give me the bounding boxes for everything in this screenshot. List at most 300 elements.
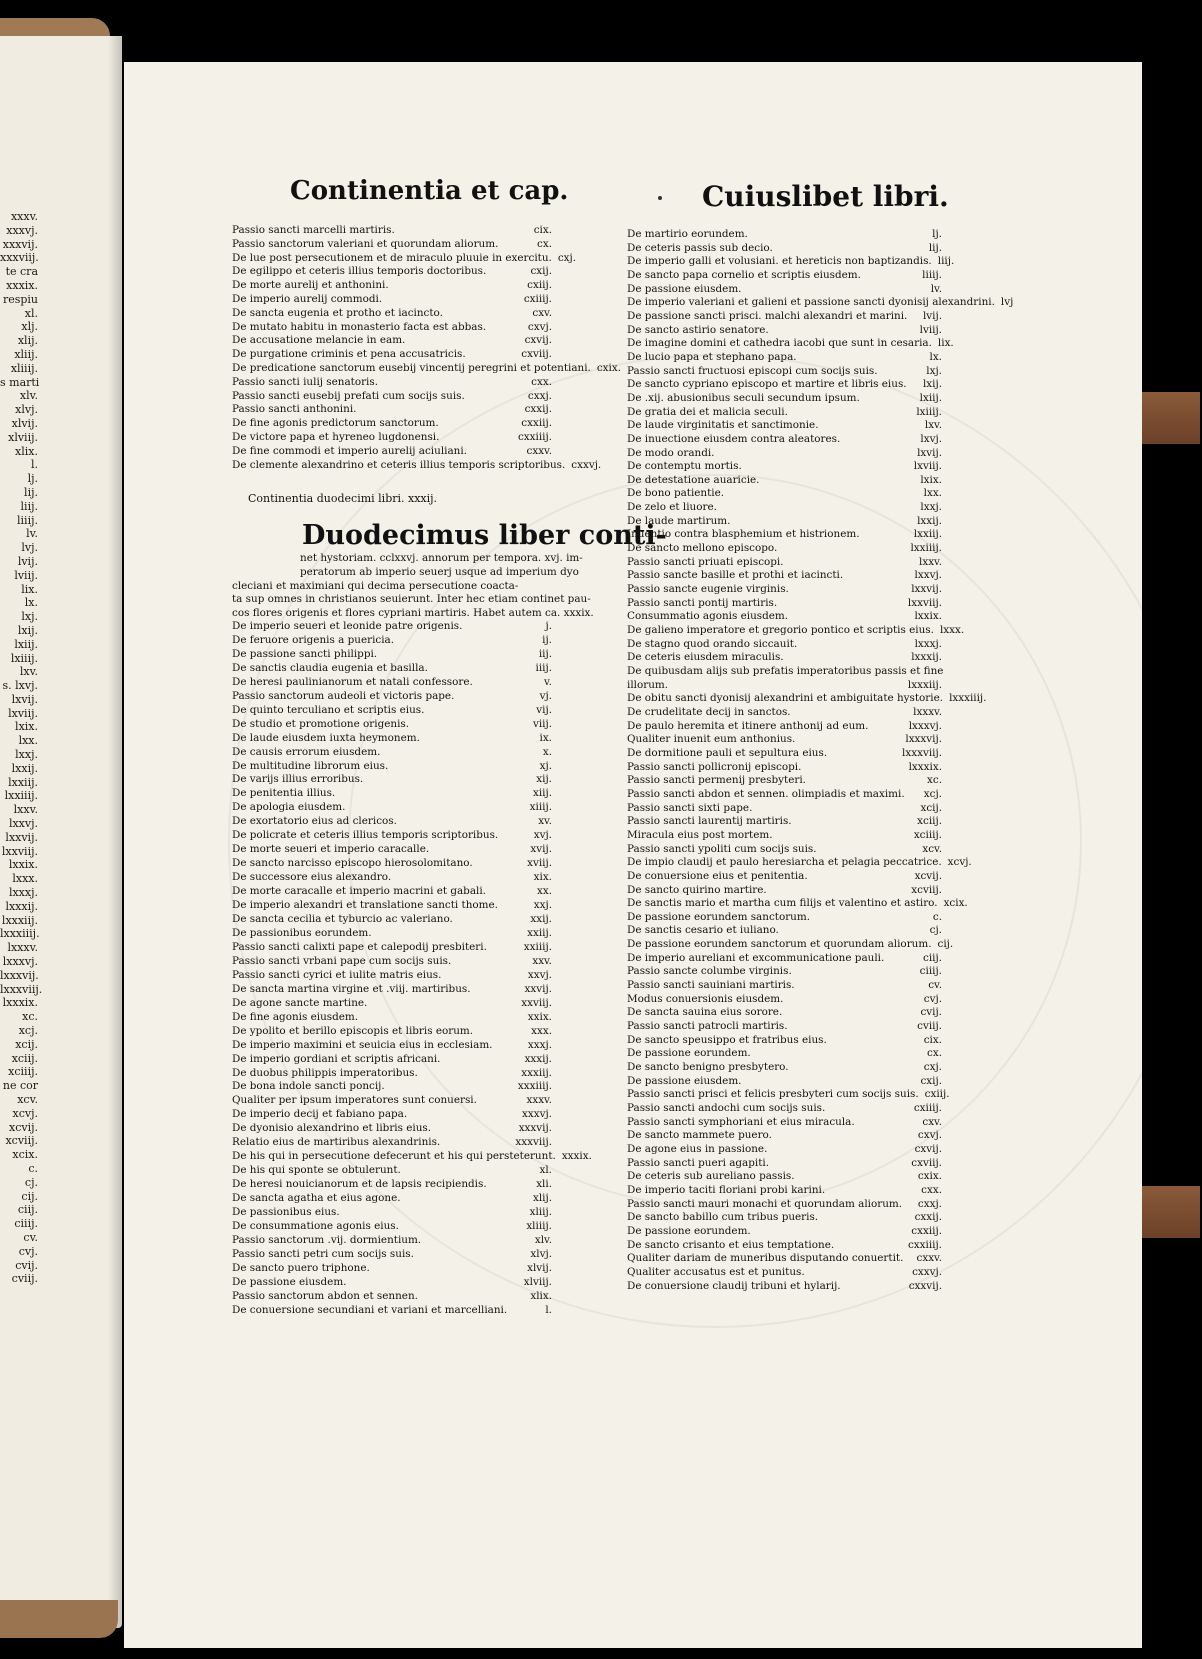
toc-entry-number: lxv. [924,419,942,432]
toc-entry [627,1047,942,1061]
toc-entry-number: cx. [537,237,552,250]
toc-entry-title: De consummatione agonis eius. [232,1219,399,1232]
left-numeral: cv. [23,1230,38,1244]
left-numeral: lxxiij. [8,775,38,789]
toc-entry-number: xcix. [943,897,968,910]
toc-entry-title: De sanctis cesario et iuliano. [627,924,779,937]
left-numeral: lxj. [21,610,38,624]
toc-entry-title: De conuersione claudij tribuni et hylarij. [627,1279,841,1292]
toc-entry-number: lxxxj. [914,637,942,650]
left-numeral: lxvij. [11,692,38,706]
toc-entry [627,528,942,542]
toc-entry-title: Passio sancti andochi cum socijs suis. [627,1102,826,1114]
left-numeral: lxxx. [12,872,38,886]
left-numeral: lxxviij. [1,844,38,858]
toc-entry [627,242,942,256]
toc-entry [627,624,965,638]
toc-entry-title: De impio claudij et paulo heresiarcha et pelagia peccatrice. [627,856,942,869]
left-numeral: lij. [24,485,38,499]
toc-entry-number: cxxiij. [521,417,552,430]
toc-entry-number: xxvij. [524,982,552,995]
toc-entry [627,884,942,898]
toc-entry-title: De sancto benigno presbytero. [627,1061,789,1074]
toc-entry-title: De conuersione eius et penitentia. [627,869,808,882]
toc-entry-number: xxx. [531,1024,552,1037]
toc-entry [232,941,552,955]
toc-entry-title: De sanctis claudia eugenia et basilla. [232,661,428,674]
toc-entry-number: lxvj. [920,432,942,445]
toc-entry-number: lxxxv. [913,705,942,718]
left-numeral: xlvj. [15,403,38,417]
toc-entry-number: xxxix. [561,1150,592,1163]
toc-entry-title: Passio sancti pueri agapiti. [627,1156,770,1169]
toc-entry [627,228,942,242]
toc-entry-title: De sancto quirino martire. [627,883,767,896]
toc-entry-title: Passio sancti sixti pape. [627,801,753,814]
toc-entry-title: De sancto narcisso episcopo hierosolomitano. [232,857,473,870]
toc-entry-title: De passione eorundem. [627,1224,751,1237]
toc-entry [232,321,552,335]
left-numeral: lix. [21,582,38,596]
toc-entry-number: cxviij. [911,1156,942,1169]
heading-cuiuslibet: Cuiuslibet libri. [702,180,949,213]
toc-entry-number: xcviij. [911,883,942,896]
toc-entry-number: xxiij. [527,926,552,939]
toc-entry-number: cxviij. [521,348,552,361]
left-page [0,36,122,1628]
toc-entry [627,583,942,597]
toc-entry [232,913,552,927]
toc-entry-number: cxv. [532,306,552,319]
toc-entry-title: De imperio seueri et leonide patre origenis. [232,620,463,632]
toc-entry [627,269,942,283]
toc-entry [627,487,942,501]
toc-entry-number: xlix. [530,1289,552,1302]
toc-entry-number: cxvj. [917,1129,942,1142]
toc-entry [232,718,552,732]
toc-entry-title: De studio et promotione origenis. [232,717,410,730]
toc-entry-title: De fine agonis predictorum sanctorum. [232,417,439,430]
book-intro [232,552,594,621]
toc-entry-title: Passio sancti symphoriani et eius miracula. [627,1115,855,1128]
toc-entry-number: cxiij. [527,279,552,292]
toc-entry-number: xj. [539,759,552,772]
toc-entry [627,365,942,379]
toc-entry-number: lxxxiij. [907,678,942,691]
toc-entry [627,979,942,993]
toc-entry-title: De morte aurelij et anthonini. [232,279,389,292]
toc-entry-title: Passio sancti calixti pape et calepodij presbiteri. [232,940,487,953]
toc-entry-title: De imperio aureliani et excommunicatione pauli. [627,951,885,964]
toc-entry-title: De exortatorio eius ad clericos. [232,815,397,828]
toc-entry-title: De morte caracalle et imperio macrini et gabali. [232,885,486,898]
toc-entry-title: De ceteris passis sub decio. [627,241,773,254]
toc-entry [232,983,552,997]
left-numeral: xxxvj. [6,223,38,237]
toc-entry-number: lxxij. [917,514,942,527]
toc-entry-number: xliij. [529,1206,552,1219]
toc-entry-number: lxxxiiij. [949,692,987,705]
toc-entry-number: l. [545,1303,552,1316]
left-numeral: lxxiiij. [4,789,38,803]
toc-entry-number: cxx. [921,1183,942,1196]
left-numeral: lxxij. [11,761,38,775]
left-numeral: respiu [2,292,38,306]
toc-entry-title: Passio sancti eusebij prefati cum socijs suis. [232,389,465,402]
intro-line: cos flores origenis et flores cypriani martiris. Habet autem ca. xxxix. [232,607,594,620]
toc-entry-title: De sancta sauina eius sorore. [627,1006,783,1019]
toc-entry-number: cxij. [530,265,552,278]
toc-entry [232,293,552,307]
left-numeral: lviij. [14,568,38,582]
toc-entry [627,597,942,611]
toc-entry [232,648,552,662]
left-numeral: s. lxvj. [2,679,38,693]
left-numeral: xliij. [14,347,38,361]
toc-entry-number: cxxiij. [911,1224,942,1237]
toc-entry-number: lxxj. [920,501,942,514]
toc-entry-number: xl. [539,1164,552,1177]
toc-entry-number: xix. [533,871,552,884]
toc-entry-title: De modo orandi. [627,446,715,459]
toc-entry-number: lxiij. [919,391,942,404]
toc-entry-number: lviij. [919,323,942,336]
toc-entry-number: lxxv. [919,555,942,568]
toc-entry-number: lxix. [920,473,942,486]
toc-entry-title: Passio sancti cyrici et iulite matris eius. [232,968,442,981]
toc-entry-number: cij. [937,938,954,951]
toc-entry [627,1266,942,1280]
left-numeral: cviij. [11,1272,38,1286]
left-numeral: lx. [24,596,38,610]
toc-entry-title: Miracula eius post mortem. [627,828,773,841]
left-numeral: xciij. [11,1051,38,1065]
toc-entry [232,1025,552,1039]
continentia-label: Continentia duodecimi libri. xxxij. [248,492,438,505]
left-numeral: xliiij. [10,361,38,375]
toc-entry-title: De laude eiusdem iuxta heymonem. [232,731,420,744]
toc-entry-number: cxiij. [924,1088,950,1101]
toc-entry [627,1020,942,1034]
toc-entry-title: De imperio aurelij commodi. [232,292,383,305]
left-numeral: xxxvij. [2,237,38,251]
toc-entry-number: lxxx. [939,624,965,637]
toc-entry-title: De stagno quod orando siccauit. [627,637,798,650]
toc-entry [232,417,552,431]
toc-entry [627,542,942,556]
toc-entry-title: De agone sancte martine. [232,996,368,1009]
toc-entry-number: vij. [536,703,552,716]
page-gutter [108,36,122,1628]
toc-entry [627,651,942,665]
toc-entry-number: lxxxvij. [905,733,942,746]
left-numeral: s marti [0,375,40,389]
toc-entry-title: De passione eiusdem. [627,1074,742,1087]
toc-entry-title: De zelo et liuore. [627,501,717,514]
toc-entry-number: cxxij. [914,1211,942,1224]
toc-entry-number: xxv. [532,954,552,967]
toc-entry [232,334,552,348]
toc-entry [232,773,552,787]
toc-entry [232,458,602,473]
toc-entry-title: De heresi nouicianorum et de lapsis recipiendis. [232,1178,487,1191]
toc-entry [232,1192,552,1206]
toc-entry [627,788,942,802]
toc-entry-title: De obitu sancti dyonisij alexandrini et ambiguitate hystorie. [627,692,944,705]
intro-line: net hystoriam. cclxxvj. annorum per tempora. xvj. im- [300,552,583,564]
toc-entry-number: lxxxix. [908,760,942,773]
toc-entry [627,392,942,406]
toc-entry [232,857,552,871]
toc-entry-title: De egilippo et ceteris illius temporis doctoribus. [232,265,487,278]
toc-entry-number: cxvij. [914,1142,942,1155]
toc-entry [232,307,552,321]
toc-entry-title: De imperio valeriani et galieni et passione sancti dyonisij alexandrini. [627,296,995,309]
toc-entry-number: lvij. [922,309,942,322]
left-numeral: xciiij. [8,1065,38,1079]
toc-entry-number: xij. [536,773,552,786]
toc-entry-number: lxxix. [914,610,942,623]
toc-entry-title: De inuectione eiusdem contra aleatores. [627,432,841,445]
toc-entry-title: Passio sancti petri cum socijs suis. [232,1247,414,1260]
toc-entry [232,829,552,843]
toc-entry-title: De ceteris eiusdem miraculis. [627,651,784,664]
toc-entry-title: Modus conuersionis eiusdem. [627,992,784,1005]
toc-entry-title: De sancto mammete puero. [627,1129,772,1142]
toc-entry-title: Passio sancti sauiniani martiris. [627,979,795,992]
toc-entry-number: xxviij. [521,996,552,1009]
toc-entry-number: cvij. [920,1006,942,1019]
toc-entry [232,997,552,1011]
left-numeral: lxxxv. [7,941,38,955]
toc-entry-title: Passio sanctorum abdon et sennen. [232,1289,418,1302]
toc-entry-number: cxj. [923,1061,942,1074]
toc-column-left-top [232,224,622,472]
toc-entry-title: De successore eius alexandro. [232,871,392,884]
toc-entry-title: Passio sancti marcelli martiris. [232,224,395,236]
toc-entry-title: De sanctis mario et martha cum filijs et valentino et astiro. [627,897,938,910]
toc-entry-number: xciiij. [913,828,942,841]
toc-entry-title: Passio sancti pollicronij episcopi. [627,760,802,773]
left-numeral: xxxviij. [0,251,39,265]
toc-entry-title: Passio sancti vrbani pape cum socijs suis. [232,954,452,967]
toc-entry [627,310,942,324]
toc-entry-title: De gratia dei et malicia seculi. [627,405,788,418]
toc-entry-title: De contemptu mortis. [627,460,742,473]
left-numeral: c. [28,1161,38,1175]
toc-entry-number: xvij. [530,843,552,856]
left-numeral: lxxvj. [8,817,38,831]
toc-entry-title: Consummatio agonis eiusdem. [627,610,789,623]
toc-entry [232,899,552,913]
toc-entry-number: lxxxij. [911,651,942,664]
toc-entry-title: De imperio gordiani et scriptis africani. [232,1052,441,1065]
intro-line: cleciani et maximiani qui decima persecutione coacta- [232,579,519,592]
left-numeral: lv. [26,527,38,541]
left-numeral: ciij. [17,1203,38,1217]
toc-entry [232,224,552,238]
left-numeral: lxxv. [13,803,38,817]
toc-entry [627,1143,942,1157]
toc-entry-number: xxxvij. [518,1122,552,1135]
toc-entry-title: De dormitione pauli et sepultura eius. [627,746,828,759]
toc-entry [232,732,552,746]
toc-entry-title: De victore papa et hyreneo lugdonensi. [232,430,440,443]
left-numeral: xcj. [18,1024,38,1038]
toc-entry-title: Qualiter inuenit eum anthonius. [627,733,796,746]
left-numeral: lxxxij. [5,899,38,913]
left-numeral: xcv. [17,1093,38,1106]
toc-entry-title: De sancto cypriano episcopo et martire et libris eius. [627,378,907,391]
toc-entry [232,1276,552,1290]
left-numeral: lxiiij. [10,651,38,665]
toc-entry-number: xliiij. [526,1219,552,1232]
toc-entry-title: Passio sancti priuati episcopi. [627,555,784,568]
toc-entry-title: De imagine domini et cathedra iacobi que sunt in cesaria. [627,337,932,350]
toc-entry-number: xxvj. [527,968,552,981]
toc-entry [627,952,942,966]
toc-entry-title: De sancto babillo cum tribus pueris. [627,1211,819,1224]
toc-entry-number: v. [544,675,552,688]
toc-entry-title: Passio sanctorum valeriani et quorundam aliorum. [232,237,499,250]
toc-entry-title: De crudelitate decij in sanctos. [627,705,791,718]
left-numeral: lxiij. [14,637,38,651]
toc-entry-number: cxxj. [527,389,552,402]
toc-entry [232,251,577,266]
toc-entry-title: De fine agonis eiusdem. [232,1010,359,1023]
book-title: Duodecimus liber conti- [302,520,667,551]
toc-entry [627,460,942,474]
toc-entry-title: De sancta martina virgine et .viij. martiribus. [232,982,471,995]
left-numeral: xxxv. [10,210,38,223]
toc-entry-title: De martirio eorundem. [627,228,748,240]
toc-entry-title: De laude martirum. [627,514,731,527]
toc-entry [627,1211,942,1225]
toc-entry [232,1220,552,1234]
toc-entry [627,610,942,624]
left-numeral: xcviij. [5,1134,38,1148]
toc-entry [627,255,955,269]
toc-entry [232,265,552,279]
left-numeral: cvj. [18,1244,38,1258]
toc-entry [627,829,942,843]
toc-entry [232,445,552,459]
toc-entry [232,1304,552,1318]
left-numeral: xcvj. [12,1106,38,1120]
toc-entry-number: x. [542,745,552,758]
heading-continentia: Continentia et cap. [290,176,569,206]
toc-entry [627,1034,942,1048]
heading-dot [658,196,662,200]
left-numeral: ne cor [2,1079,38,1093]
toc-entry-number: xlvij. [527,1261,552,1274]
toc-entry [232,1150,592,1164]
left-numeral: xlix. [15,444,38,458]
toc-entry-title: De paulo heremita et itinere anthonij ad eum. [627,719,869,732]
toc-entry [627,1102,942,1116]
toc-entry [627,843,942,857]
toc-entry-title: De penitentia illius. [232,787,336,800]
left-numeral: lvij. [17,554,38,568]
toc-entry-number: lxij. [922,378,942,391]
toc-entry [627,1170,942,1184]
toc-entry-title: De heresi paulinianorum et natali confessore. [232,675,473,688]
toc-entry [232,348,552,362]
toc-entry-number: ix. [539,731,552,744]
left-numeral: xlv. [19,389,38,403]
toc-entry-title: De accusatione melancie in eam. [232,334,406,347]
left-numeral: lxxxix. [2,996,38,1010]
toc-entry-number: xcij. [920,801,942,814]
toc-entry [627,1157,942,1171]
toc-entry-number: lv. [930,282,942,295]
toc-entry-number: cviij. [917,1020,942,1033]
toc-entry-number: xcv. [922,842,942,855]
toc-entry [627,911,942,925]
toc-entry-title: De lucio papa et stephano papa. [627,350,797,363]
toc-entry-title: De sancta cecilia et tyburcio ac valeriano. [232,913,453,926]
toc-entry-number: lxxxviij. [902,746,942,759]
toc-entry-title: Qualiter accusatus est et punitus. [627,1265,805,1278]
toc-entry [232,885,552,899]
toc-entry-number: lxiiij. [916,405,942,418]
toc-column-right [627,228,1014,1293]
toc-entry-title: De bona indole sancti poncij. [232,1080,385,1093]
toc-entry-number: xcvj. [947,856,972,869]
toc-entry-title: Qualiter per ipsum imperatores sunt conuersi. [232,1094,477,1107]
toc-entry-number: xxj. [533,899,552,912]
toc-entry [232,690,552,704]
toc-entry-number: xxxj. [527,1038,552,1051]
toc-entry-number: xxiiij. [523,940,552,953]
toc-entry-title: De quinto terculiano et scriptis eius. [232,703,425,716]
toc-entry [627,1252,942,1266]
toc-entry-number: xxxij. [524,1052,552,1065]
toc-entry-number: liij. [937,255,955,268]
left-numeral: cj. [24,1175,38,1189]
toc-entry-number: xcj. [923,787,942,800]
toc-entry [627,378,942,392]
toc-entry-title: Passio sancti permenij presbyteri. [627,774,806,787]
left-numeral: xlj. [21,320,38,334]
toc-entry-title: De sancto crisanto et eius temptatione. [627,1238,835,1251]
toc-entry-title: De sancto mellono episcopo. [627,542,778,555]
toc-entry-number: xli. [536,1178,552,1191]
toc-entry-number: liiij. [922,268,942,281]
toc-entry-title: De varijs illius erroribus. [232,773,364,786]
toc-entry-title: Passio sancti anthonini. [232,403,357,416]
toc-entry [627,774,942,788]
toc-entry [232,787,552,801]
toc-entry-number: xlij. [532,1192,552,1205]
left-numeral: xxxix. [6,278,38,292]
left-page-numerals [0,210,43,1286]
toc-entry [627,515,942,529]
toc-entry [232,801,552,815]
toc-entry-number: lxxviij. [907,596,942,609]
left-numeral: lxix. [15,720,38,734]
left-numeral: lxxxiij. [1,913,38,927]
toc-entry [232,1122,552,1136]
toc-entry-number: cxij. [920,1074,942,1087]
left-numeral: ciiij. [14,1217,38,1231]
toc-entry [232,431,552,445]
toc-entry [627,802,942,816]
toc-entry-number: cxxj. [917,1197,942,1210]
toc-entry-title: De passione eorundem sanctorum et quorundam aliorum. [627,938,932,951]
toc-entry-title: De agone eius in passione. [627,1142,768,1155]
toc-entry [627,1239,942,1253]
